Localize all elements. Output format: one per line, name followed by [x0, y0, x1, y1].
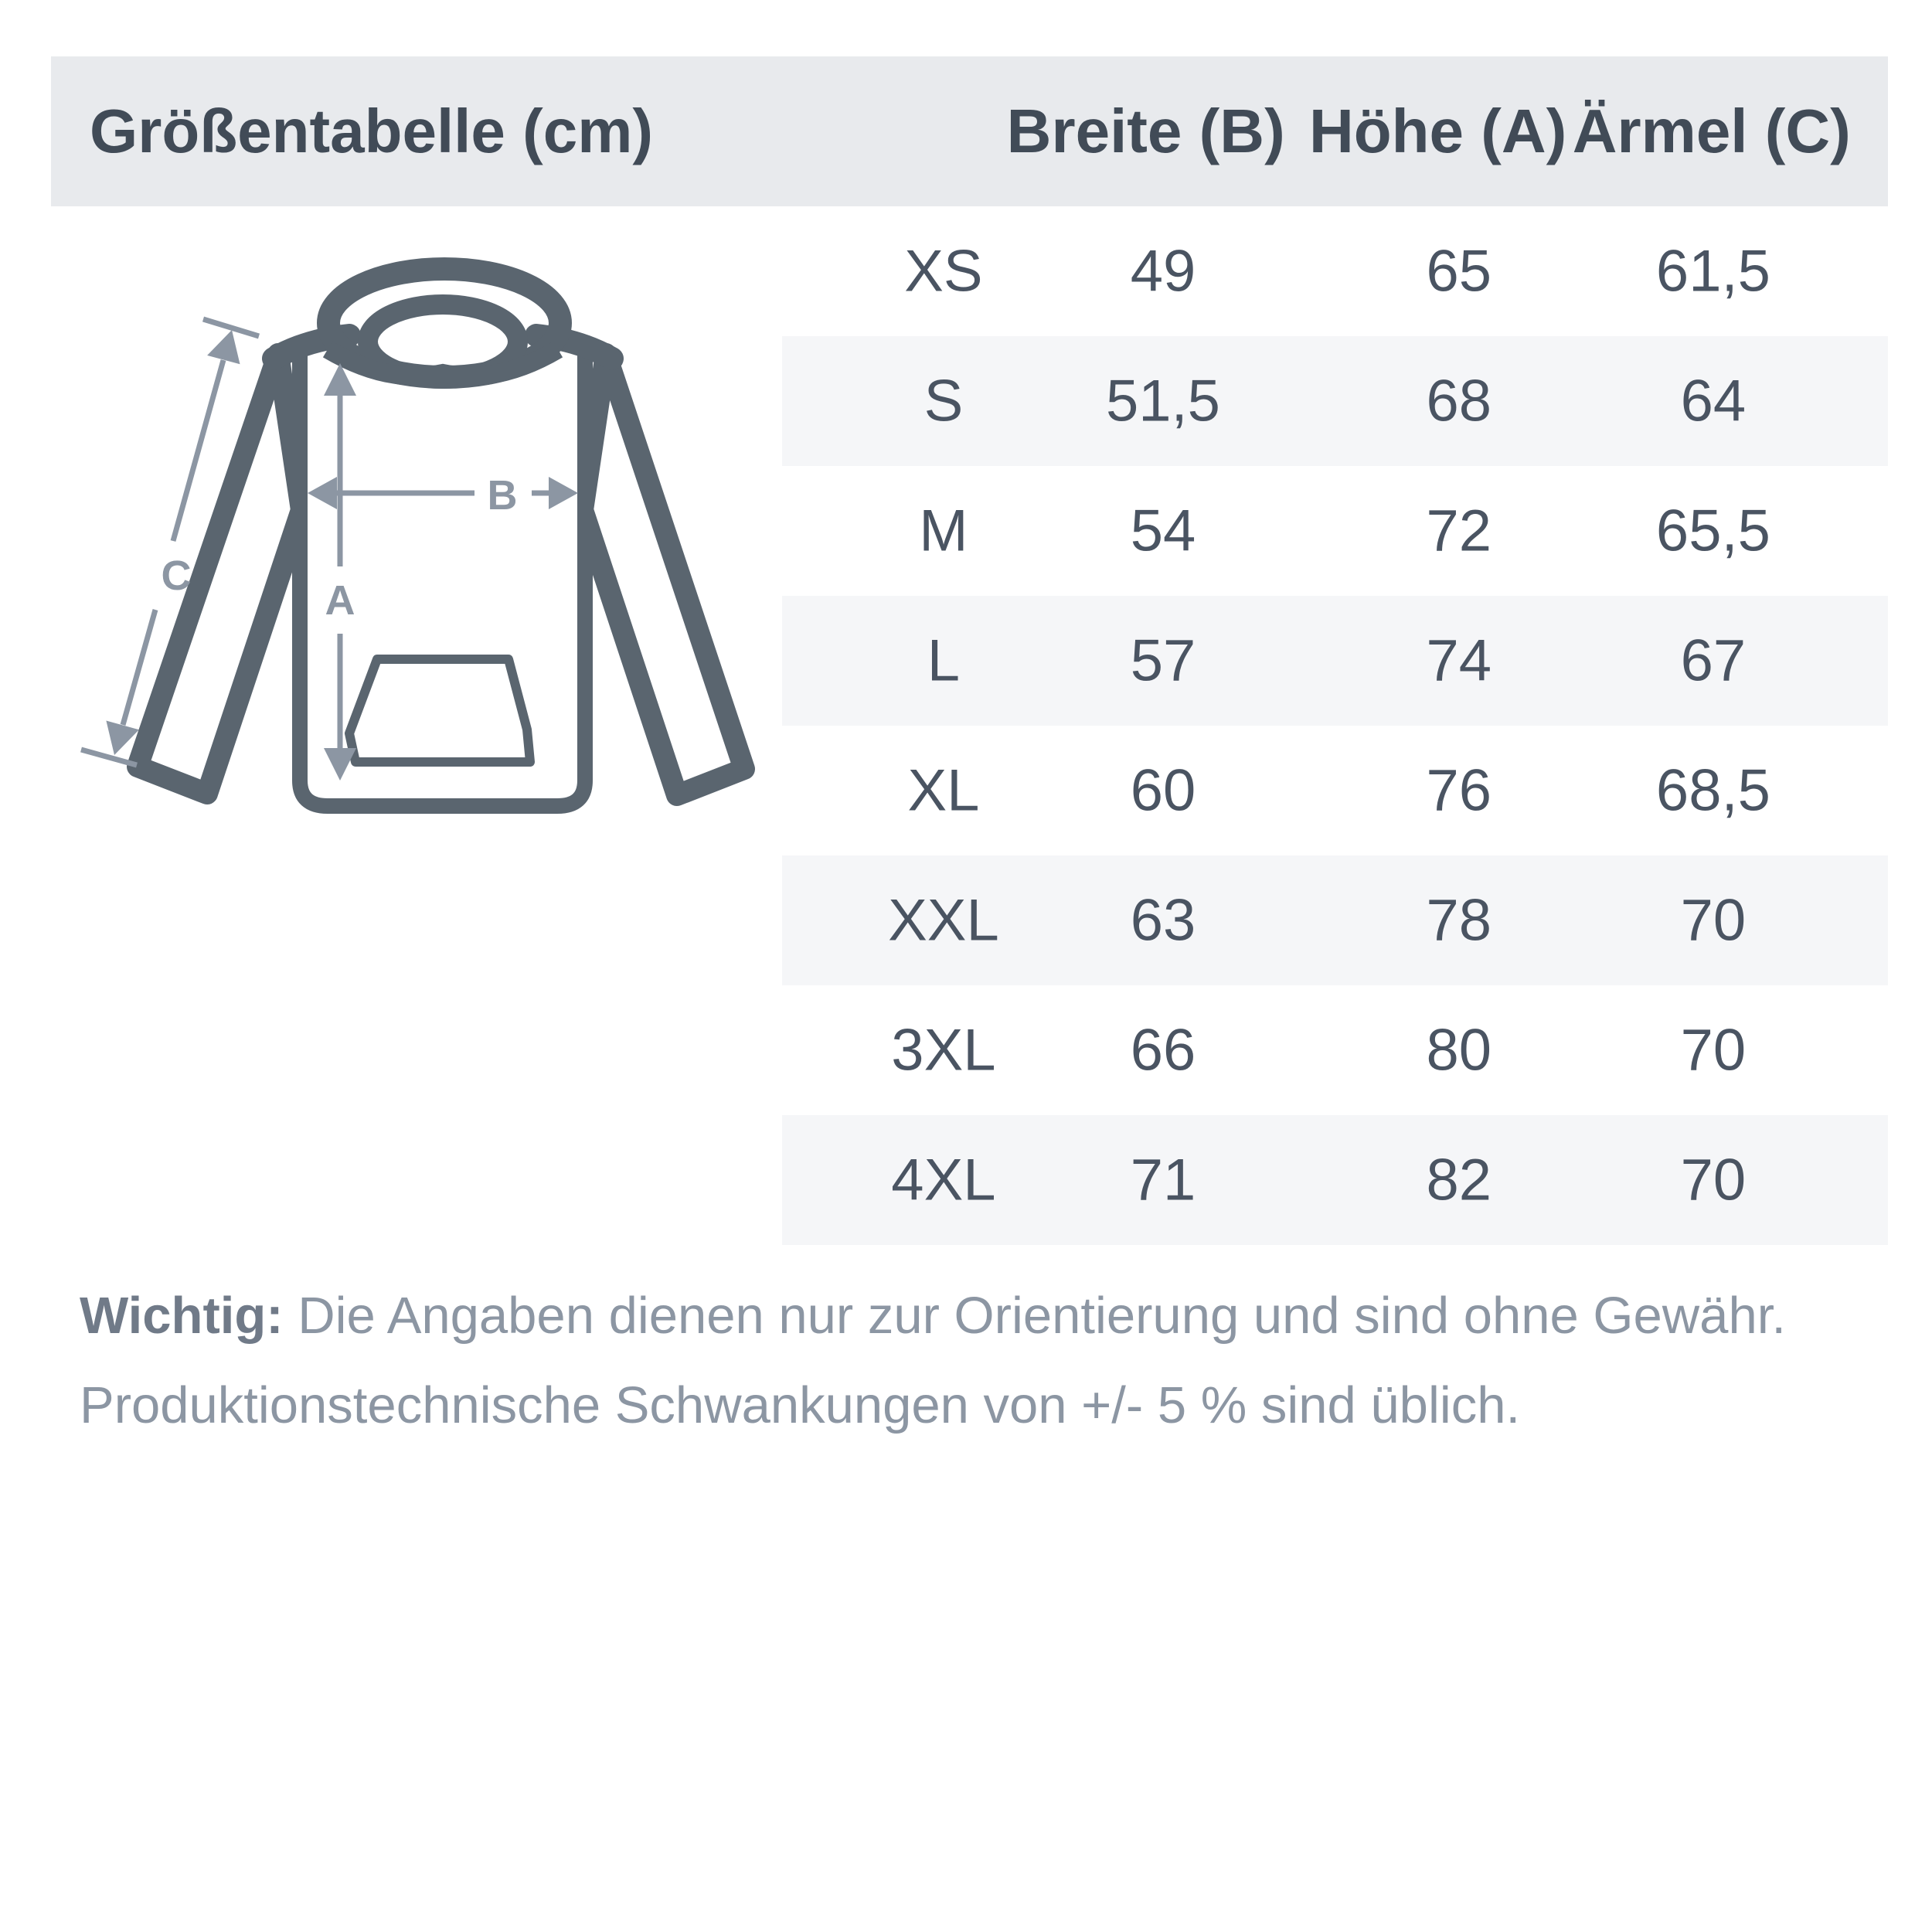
- table-row: [782, 466, 1888, 596]
- cell-size: M: [919, 498, 968, 564]
- table-row: [782, 1115, 1888, 1245]
- cell-breite: 54: [1130, 498, 1196, 564]
- cell-size: 3XL: [891, 1017, 996, 1083]
- hoodie-measurement-diagram: [62, 216, 796, 873]
- cell-size: L: [927, 628, 961, 694]
- disclaimer-line2: Produktionstechnische Schwankungen von +/- 5 % sind üblich.: [80, 1376, 1521, 1434]
- dimension-witness-bottom: [81, 750, 137, 765]
- size-chart-header-band: [51, 56, 1888, 206]
- table-row: [782, 596, 1888, 726]
- cell-breite: 63: [1130, 887, 1196, 954]
- column-header-aermel: Ärmel (C): [1572, 97, 1851, 165]
- disclaimer-bold-prefix: Wichtig:: [80, 1287, 284, 1345]
- hoodie-pocket: [349, 659, 530, 762]
- cell-size: XL: [907, 757, 980, 824]
- size-table-rows: [782, 206, 1888, 1245]
- label-a: A: [325, 577, 355, 624]
- cell-aermel: 70: [1680, 1147, 1747, 1213]
- label-c: C: [161, 553, 192, 599]
- table-row: [782, 336, 1888, 466]
- cell-aermel: 65,5: [1655, 498, 1770, 564]
- cell-aermel: 67: [1680, 628, 1747, 694]
- column-header-hoehe: Höhe (A): [1308, 97, 1567, 165]
- label-b: B: [487, 472, 518, 519]
- cell-aermel: 61,5: [1655, 238, 1770, 304]
- cell-size: XXL: [888, 887, 999, 954]
- cell-breite: 51,5: [1106, 368, 1220, 434]
- table-row: [782, 985, 1888, 1115]
- cell-breite: 57: [1130, 628, 1196, 694]
- cell-breite: 66: [1130, 1017, 1196, 1083]
- cell-hoehe: 65: [1426, 238, 1492, 304]
- cell-aermel: 70: [1680, 1017, 1747, 1083]
- cell-hoehe: 78: [1426, 887, 1492, 954]
- cell-breite: 71: [1130, 1147, 1196, 1213]
- disclaimer-note: [80, 1271, 1857, 1451]
- cell-hoehe: 82: [1426, 1147, 1492, 1213]
- table-row: [782, 206, 1888, 336]
- cell-size: 4XL: [891, 1147, 996, 1213]
- cell-aermel: 70: [1680, 887, 1747, 954]
- table-row: [782, 726, 1888, 855]
- cell-size: S: [923, 368, 964, 434]
- hoodie-right-sleeve: [583, 354, 744, 795]
- cell-breite: 60: [1130, 757, 1196, 824]
- cell-hoehe: 76: [1426, 757, 1492, 824]
- cell-aermel: 68,5: [1655, 757, 1770, 824]
- disclaimer-line1: Die Angaben dienen nur zur Orientierung und sind ohne Gewähr.: [283, 1287, 1786, 1345]
- cell-hoehe: 68: [1426, 368, 1492, 434]
- page-title: Größentabelle (cm): [90, 97, 654, 165]
- cell-aermel: 64: [1680, 368, 1747, 434]
- cell-breite: 49: [1130, 238, 1196, 304]
- cell-size: XS: [904, 238, 983, 304]
- column-header-breite: Breite (B): [1006, 97, 1285, 165]
- cell-hoehe: 80: [1426, 1017, 1492, 1083]
- cell-hoehe: 72: [1426, 498, 1492, 564]
- cell-hoehe: 74: [1426, 628, 1492, 694]
- table-row: [782, 855, 1888, 985]
